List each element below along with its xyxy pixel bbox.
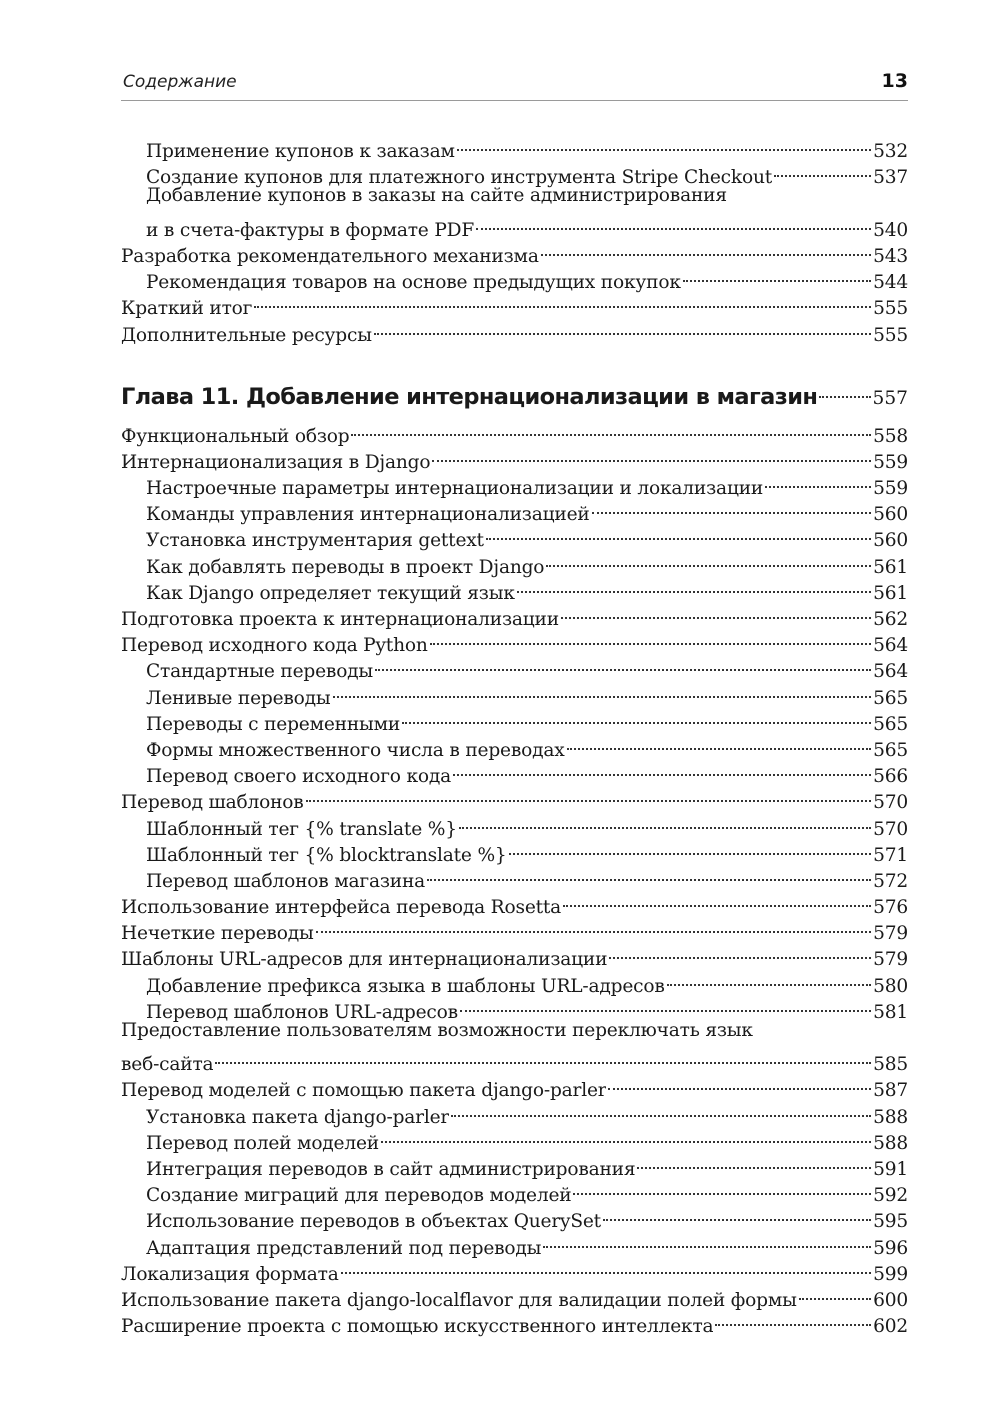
toc-entry-page: 562 bbox=[873, 609, 908, 630]
leader-dots bbox=[459, 808, 871, 834]
toc-entry-page: 564 bbox=[873, 635, 908, 657]
leader-dots bbox=[683, 262, 871, 288]
toc-entry-page: 532 bbox=[873, 141, 908, 163]
leader-dots bbox=[563, 887, 871, 913]
leader-dots bbox=[306, 782, 872, 808]
running-header bbox=[121, 70, 908, 101]
leader-dots bbox=[486, 520, 871, 546]
toc-entry-title: Переводы с переменными bbox=[146, 713, 401, 735]
toc-entry-title: Как Django определяет текущий язык bbox=[146, 582, 515, 604]
leader-dots bbox=[667, 965, 872, 991]
toc-entry-title: Применение купонов к заказам bbox=[146, 141, 455, 163]
toc-entry-title: Установка пакета django-parler bbox=[146, 1106, 450, 1128]
toc-entry-title: Создание купонов для платежного инструмента Stripe Checkout bbox=[146, 167, 772, 189]
leader-dots bbox=[427, 861, 871, 887]
toc-entry-page: 560 bbox=[873, 504, 908, 526]
toc-entry-title: Разработка рекомендательного механизма bbox=[121, 245, 539, 267]
toc-entry-title: Нечеткие переводы bbox=[121, 923, 314, 945]
toc-entry-title: Формы множественного числа в переводах bbox=[146, 739, 565, 761]
toc-entry-title: Как добавлять переводы в проект Django bbox=[146, 556, 545, 578]
toc-entry-page: 595 bbox=[873, 1211, 908, 1233]
toc-entry-page: 588 bbox=[873, 1106, 908, 1128]
toc-entry-page: 602 bbox=[873, 1316, 908, 1338]
toc-entry-page: 587 bbox=[873, 1080, 908, 1102]
leader-dots bbox=[451, 1096, 871, 1122]
chapter-title: Глава 11. Добавление интернационализации в магазин bbox=[121, 383, 818, 410]
toc-entry-title: Перевод полей моделей bbox=[146, 1132, 379, 1154]
toc-entry-title: Добавление купонов в заказы на сайте администрирования bbox=[146, 185, 727, 207]
toc-entry-title: и в счета-фактуры в формате PDF bbox=[146, 219, 475, 241]
leader-dots bbox=[432, 442, 871, 468]
toc-entry-title: Перевод своего исходного кода bbox=[146, 766, 451, 788]
toc-entry-page: 559 bbox=[873, 478, 908, 500]
toc-entry-page: 570 bbox=[873, 792, 908, 814]
toc-entry-page: 565 bbox=[873, 713, 908, 735]
leader-dots bbox=[774, 157, 871, 183]
toc-entry-title: Перевод моделей с помощью пакета django-parler bbox=[121, 1080, 607, 1102]
leader-dots bbox=[509, 835, 872, 861]
leader-dots bbox=[543, 1227, 871, 1253]
toc-entry-title: Настроечные параметры интернационализации и локализации bbox=[146, 478, 764, 500]
toc-entry-page: 561 bbox=[873, 556, 908, 578]
leader-dots bbox=[819, 370, 870, 404]
toc-entry-continuation bbox=[121, 210, 908, 241]
leader-dots bbox=[333, 677, 872, 703]
leader-dots bbox=[215, 1044, 871, 1070]
toc-entry-title: веб-сайта bbox=[121, 1054, 214, 1076]
leader-dots bbox=[715, 1306, 871, 1332]
toc-entry-title: Перевод шаблонов URL-адресов bbox=[146, 1001, 458, 1023]
toc-entry-page: 543 bbox=[873, 245, 908, 267]
toc-entry-title: Команды управления интернационализацией bbox=[146, 504, 590, 526]
leader-dots bbox=[351, 416, 871, 442]
leader-dots bbox=[609, 939, 871, 965]
toc-entry-page: 565 bbox=[873, 687, 908, 709]
toc-entry-page: 555 bbox=[873, 324, 908, 346]
toc-entry bbox=[121, 183, 908, 209]
toc-entry-page: 561 bbox=[873, 582, 908, 604]
leader-dots bbox=[573, 1175, 871, 1201]
toc-entry-page: 591 bbox=[873, 1158, 908, 1180]
toc-entry-title: Перевод шаблонов bbox=[121, 792, 304, 814]
toc-entry-title: Подготовка проекта к интернационализации bbox=[121, 609, 559, 630]
leader-dots bbox=[592, 494, 872, 520]
toc-entry-page: 581 bbox=[873, 1001, 908, 1023]
leader-dots bbox=[381, 1123, 871, 1149]
toc-entry-page: 572 bbox=[873, 870, 908, 892]
chapter-heading bbox=[121, 370, 908, 410]
toc-entry-page: 555 bbox=[873, 298, 908, 320]
leader-dots bbox=[476, 210, 871, 236]
toc-entry-page: 579 bbox=[873, 923, 908, 945]
toc-entry-page: 585 bbox=[873, 1054, 908, 1076]
header-title: Содержание bbox=[123, 72, 237, 92]
leader-dots bbox=[316, 913, 872, 939]
header-page-number: 13 bbox=[881, 70, 908, 92]
toc-entry-title: Дополнительные ресурсы bbox=[121, 324, 372, 346]
toc-chapter-entries bbox=[121, 416, 908, 1338]
leader-dots bbox=[402, 704, 871, 730]
toc-entry-title: Стандартные переводы bbox=[146, 661, 374, 683]
leader-dots bbox=[517, 573, 871, 599]
toc-entry-title: Предоставление пользователям возможности переключать язык bbox=[121, 1019, 753, 1041]
toc-entry-title: Шаблонный тег {% translate %} bbox=[146, 818, 457, 840]
leader-dots bbox=[561, 599, 871, 625]
leader-dots bbox=[375, 651, 871, 677]
leader-dots bbox=[546, 546, 871, 572]
leader-dots bbox=[341, 1254, 872, 1280]
toc-entry-title: Перевод шаблонов магазина bbox=[146, 870, 426, 892]
toc-entry-page: 560 bbox=[873, 530, 908, 552]
toc-entry-title: Интеграция переводов в сайт администрирования bbox=[146, 1158, 636, 1180]
toc-entry-title: Рекомендация товаров на основе предыдущих покупок bbox=[146, 272, 681, 294]
toc-entry-page: 564 bbox=[873, 661, 908, 683]
toc-entry-title: Создание миграций для переводов моделей bbox=[146, 1185, 572, 1207]
toc-entry-title: Краткий итог bbox=[121, 298, 253, 320]
toc-entry-page: 540 bbox=[873, 219, 908, 241]
table-of-contents bbox=[121, 131, 908, 1338]
toc-entry-page: 588 bbox=[873, 1132, 908, 1154]
leader-dots bbox=[541, 236, 871, 262]
toc-entry-title: Перевод исходного кода Python bbox=[121, 635, 428, 657]
toc-entry-page: 580 bbox=[873, 975, 908, 997]
toc-entry bbox=[121, 416, 908, 447]
toc-entry-title: Использование переводов в объектах QuerySet bbox=[146, 1211, 601, 1233]
leader-dots bbox=[637, 1149, 871, 1175]
leader-dots bbox=[460, 992, 871, 1018]
leader-dots bbox=[457, 131, 871, 157]
toc-entry-page: 576 bbox=[873, 897, 908, 919]
toc-entry-title: Шаблонный тег {% blocktranslate %} bbox=[146, 844, 507, 866]
leader-dots bbox=[799, 1280, 871, 1306]
leader-dots bbox=[254, 288, 871, 314]
toc-entry-page: 544 bbox=[873, 272, 908, 294]
toc-entry-page: 579 bbox=[873, 949, 908, 971]
toc-entry-page: 558 bbox=[873, 425, 908, 447]
leader-dots bbox=[453, 756, 871, 782]
toc-entry bbox=[121, 1070, 908, 1102]
toc-entry bbox=[121, 131, 908, 163]
chapter-page: 557 bbox=[872, 387, 908, 409]
toc-entry-page: 565 bbox=[873, 739, 908, 761]
toc-entry-page: 570 bbox=[873, 818, 908, 840]
leader-dots bbox=[603, 1201, 871, 1227]
toc-entry-title: Ленивые переводы bbox=[146, 687, 331, 709]
toc-entry-page: 559 bbox=[873, 451, 908, 473]
toc-entry-title: Интернационализация в Django bbox=[121, 451, 431, 473]
toc-entry-page: 596 bbox=[873, 1237, 908, 1259]
leader-dots bbox=[765, 468, 871, 494]
toc-entry-title: Добавление префикса языка в шаблоны URL-адресов bbox=[146, 975, 665, 997]
toc-entry-title: Установка инструментария gettext bbox=[146, 530, 484, 552]
toc-top-section bbox=[121, 131, 908, 346]
toc-entry-title: Шаблоны URL-адресов для интернационализации bbox=[121, 949, 608, 971]
toc-entry-page: 592 bbox=[873, 1185, 908, 1207]
toc-entry-title: Функциональный обзор bbox=[121, 425, 350, 447]
toc-entry-title: Расширение проекта с помощью искусственного интеллекта bbox=[121, 1316, 714, 1338]
toc-entry-page: 571 bbox=[873, 844, 908, 866]
toc-entry-title: Адаптация представлений под переводы bbox=[146, 1237, 542, 1259]
toc-entry-page: 537 bbox=[873, 167, 908, 189]
toc-entry-page: 599 bbox=[873, 1263, 908, 1285]
toc-entry bbox=[121, 1018, 908, 1044]
leader-dots bbox=[608, 1070, 871, 1096]
toc-entry-page: 566 bbox=[873, 766, 908, 788]
toc-entry-title: Локализация формата bbox=[121, 1263, 339, 1285]
toc-entry-continuation bbox=[121, 1044, 908, 1076]
toc-entry-page: 600 bbox=[873, 1289, 908, 1311]
toc-entry-title: Использование пакета django-localflavor для валидации полей формы bbox=[121, 1289, 797, 1311]
leader-dots bbox=[430, 625, 872, 651]
leader-dots bbox=[567, 730, 872, 756]
leader-dots bbox=[374, 314, 871, 340]
toc-entry-title: Использование интерфейса перевода Rosetta bbox=[121, 897, 562, 919]
